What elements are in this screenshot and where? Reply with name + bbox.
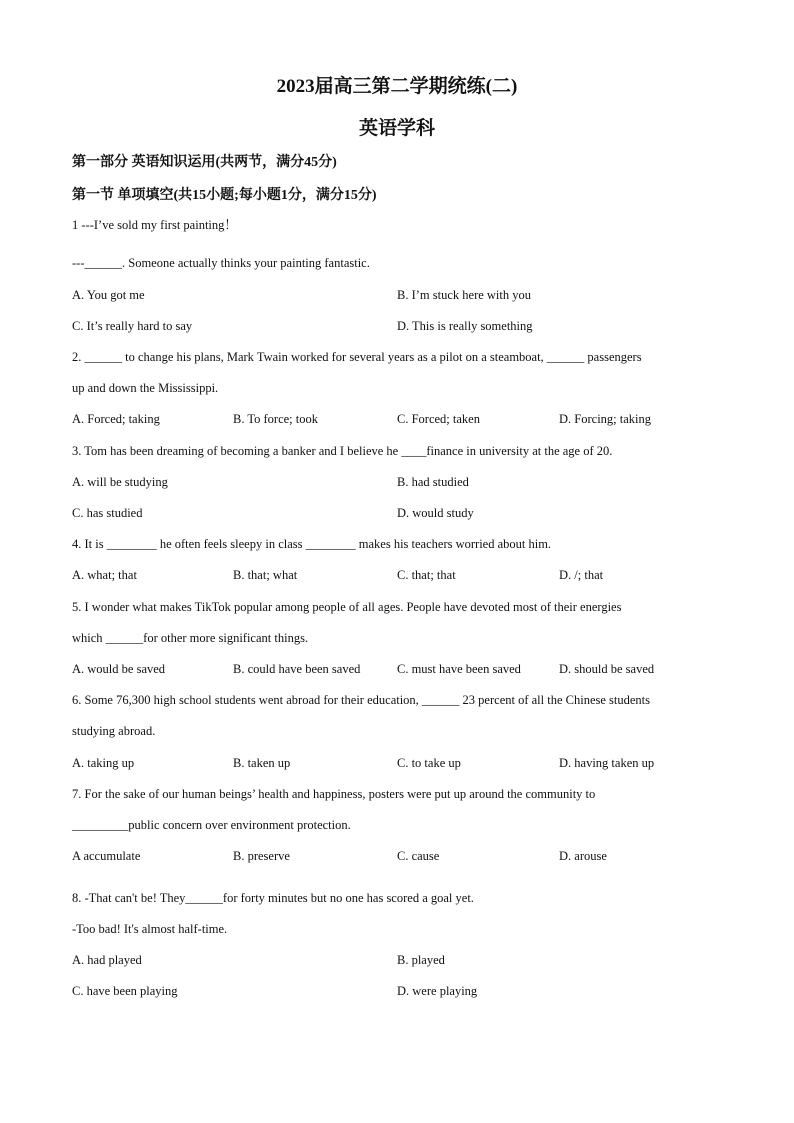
question-8-response: -Too bad! It's almost half-time.: [72, 922, 228, 936]
question-2-option-b: B. To force; took: [233, 412, 318, 426]
question-1-option-d: D. This is really something: [397, 319, 533, 333]
question-8-option-c: C. have been playing: [72, 984, 178, 998]
subject-title: 英语学科: [358, 118, 435, 139]
question-4-stem: 4. It is ________ he often feels sleepy in class ________ makes his teachers worried about him.: [72, 537, 552, 551]
question-6-option-d: D. having taken up: [559, 756, 655, 770]
question-6-option-c: C. to take up: [397, 756, 461, 770]
question-7-option-d: D. arouse: [559, 849, 607, 863]
question-7-stem: 7. For the sake of our human beings’ health and happiness, posters were put up around the community to: [72, 787, 596, 801]
question-2-stem-cont: up and down the Mississippi.: [72, 381, 219, 395]
question-8-option-d: D. were playing: [397, 984, 478, 998]
question-5-option-b: B. could have been saved: [233, 662, 361, 676]
question-8-option-b: B. played: [397, 953, 445, 967]
question-5-stem-cont: which ______for other more significant things.: [72, 631, 309, 645]
question-4-option-d: D. /; that: [559, 568, 604, 582]
question-8-option-a: A. had played: [72, 953, 142, 967]
question-2-option-c: C. Forced; taken: [397, 412, 480, 426]
question-3-option-a: A. will be studying: [72, 475, 168, 489]
question-6-stem: 6. Some 76,300 high school students went abroad for their education, ______ 23 percent of all the Chinese students: [72, 693, 651, 707]
question-7-option-b: B. preserve: [233, 849, 290, 863]
question-2-option-a: A. Forced; taking: [72, 412, 160, 426]
question-1-option-a: A. You got me: [72, 288, 145, 302]
question-3-option-b: B. had studied: [397, 475, 469, 489]
question-5-option-c: C. must have been saved: [397, 662, 521, 676]
question-2-option-d: D. Forcing; taking: [559, 412, 652, 426]
question-6-option-b: B. taken up: [233, 756, 291, 770]
question-6-option-a: A. taking up: [72, 756, 135, 770]
part-heading: 第一部分 英语知识运用(共两节，满分45分): [72, 155, 337, 170]
question-5-option-a: A. would be saved: [72, 662, 166, 676]
question-6-stem-cont: studying abroad.: [72, 724, 156, 738]
question-3-option-d: D. would study: [397, 506, 474, 520]
question-7-stem-cont: _________public concern over environment protection.: [72, 818, 351, 832]
question-5-stem: 5. I wonder what makes TikTok popular among people of all ages. People have devoted most of their energies: [72, 600, 622, 614]
question-1-option-c: C. It’s really hard to say: [72, 319, 193, 333]
question-3-stem: 3. Tom has been dreaming of becoming a banker and I believe he ____finance in university at the age of 20.: [72, 444, 613, 458]
question-4-option-a: A. what; that: [72, 568, 137, 582]
question-4-option-b: B. that; what: [233, 568, 298, 582]
exam-title: 2023届高三第二学期统练(二): [276, 76, 518, 97]
question-3-option-c: C. has studied: [72, 506, 143, 520]
question-4-option-c: C. that; that: [397, 568, 456, 582]
question-1-response: ---______. Someone actually thinks your painting fantastic.: [72, 256, 370, 270]
question-5-option-d: D. should be saved: [559, 662, 655, 676]
question-1-stem: 1 ---I’ve sold my first painting！: [72, 218, 237, 232]
question-1-option-b: B. I’m stuck here with you: [397, 288, 532, 302]
question-7-option-a: A accumulate: [72, 849, 141, 863]
section-heading: 第一节 单项填空(共15小题;每小题1分，满分15分): [72, 188, 377, 203]
question-7-option-c: C. cause: [397, 849, 440, 863]
question-8-stem: 8. -That can't be! They______for forty minutes but no one has scored a goal yet.: [72, 891, 474, 905]
question-2-stem: 2. ______ to change his plans, Mark Twain worked for several years as a pilot on a steamboat, ______ passengers: [72, 350, 642, 364]
